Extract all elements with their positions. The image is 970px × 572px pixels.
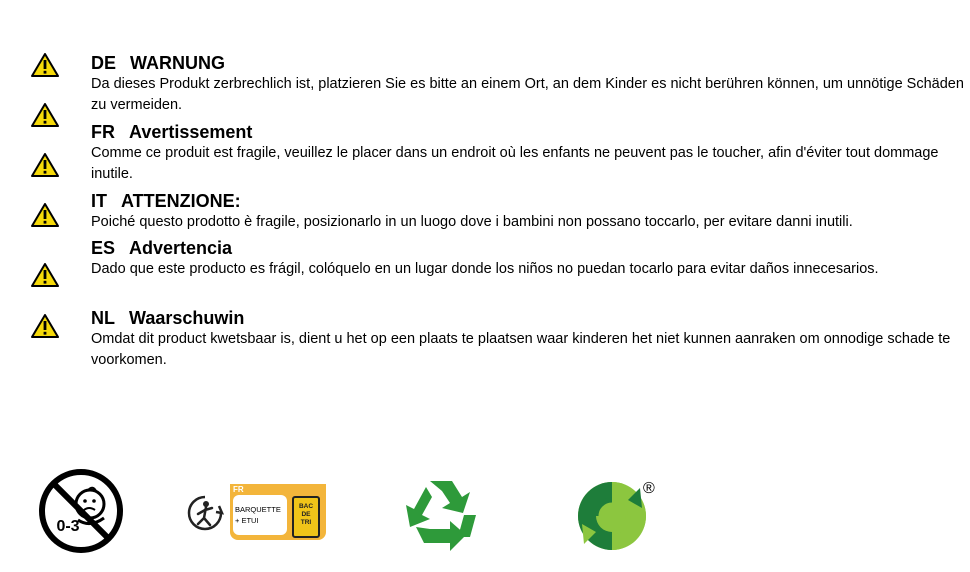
warning-section-it xyxy=(91,190,966,233)
warning-section-es xyxy=(91,237,966,280)
language-code: NL xyxy=(91,308,115,328)
age-label: 0-3 xyxy=(56,518,80,535)
warning-triangle-icon xyxy=(31,313,59,339)
triman-info-block xyxy=(230,484,326,540)
warning-heading xyxy=(91,52,966,74)
warning-title: WARNUNG xyxy=(130,53,226,73)
warning-title: Advertencia xyxy=(129,238,233,258)
warning-text: Poiché questo prodotto è fragile, posizionarlo in un luogo dove i bambini non possano toccarlo, per evitare danni inutili. xyxy=(91,214,853,230)
warning-text: Omdat dit product kwetsbaar is, dient u het op een plaats te plaatsen waar kinderen het niet kunnen aanraken om onnodige schade te voorkomen. xyxy=(91,331,951,368)
triman-line-1: BARQUETTE xyxy=(235,505,281,514)
triman-packaging-label xyxy=(233,495,287,535)
warning-text: Da dieses Produkt zerbrechlich ist, platzieren Sie es bitte an einem Ort, an dem Kinder es nicht berühren können, um unnötige Schäden zu vermeiden. xyxy=(91,76,964,113)
recycle-arrows-icon xyxy=(400,475,482,555)
warning-title: Waarschuwin xyxy=(129,308,245,328)
warning-heading xyxy=(91,190,966,212)
green-dot-icon xyxy=(576,480,648,552)
warning-triangle-icon xyxy=(31,152,59,178)
warning-triangle-icon xyxy=(31,52,59,78)
triman-recycling-icon xyxy=(186,494,226,532)
not-for-children-0-3-icon xyxy=(38,468,124,554)
language-code: FR xyxy=(91,122,115,142)
warning-section-nl xyxy=(91,307,966,371)
warning-text: Comme ce produit est fragile, veuillez le placer dans un endroit où les enfants ne peuvent pas le toucher, afin d'éviter tout dommage inutile. xyxy=(91,145,939,182)
triman-bin-icon xyxy=(292,496,320,538)
language-code: IT xyxy=(91,191,107,211)
triman-line-2: + ETUI xyxy=(235,516,259,525)
registered-mark: ® xyxy=(643,480,655,497)
warning-text: Dado que este producto es frágil, colóquelo en un lugar donde los niños no puedan tocarlo para evitar daños innecesarios. xyxy=(91,261,879,277)
triman-country: FR xyxy=(233,485,244,494)
warning-section-de xyxy=(91,52,966,116)
warning-triangle-icon xyxy=(31,262,59,288)
triman-bin-label: BAC DE TRI xyxy=(298,503,314,526)
triman-logo xyxy=(186,484,328,542)
warning-section-fr xyxy=(91,121,966,185)
warning-heading xyxy=(91,237,966,259)
warning-title: ATTENZIONE: xyxy=(121,191,241,211)
warning-title: Avertissement xyxy=(129,122,253,142)
warning-triangle-icon xyxy=(31,102,59,128)
warning-heading xyxy=(91,307,966,329)
language-code: ES xyxy=(91,238,116,258)
warning-triangle-icon xyxy=(31,202,59,228)
warning-heading xyxy=(91,121,966,143)
language-code: DE xyxy=(91,53,117,73)
